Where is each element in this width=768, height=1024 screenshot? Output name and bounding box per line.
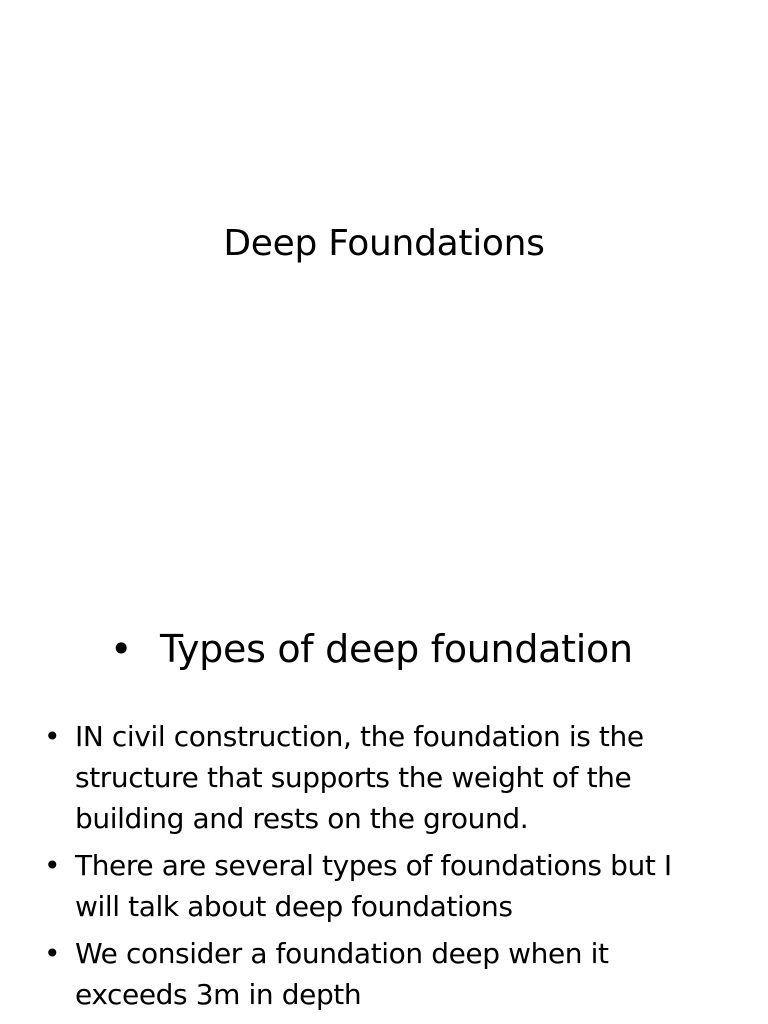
heading-bullet: • <box>110 627 133 671</box>
content-slide <box>0 576 768 1024</box>
list-item-text: We consider a foundation deep when it exceeds 3m in depth <box>75 937 609 1011</box>
list-item <box>44 933 704 1015</box>
list-item-text: IN civil construction, the foundation is the structure that supports the weight of the building and rests on the ground. <box>75 720 644 835</box>
bullet-list <box>44 716 704 1021</box>
bullet-dot: • <box>44 720 61 753</box>
bullet-dot: • <box>44 849 61 882</box>
slide-title: Deep Foundations <box>223 223 545 264</box>
slide-heading <box>110 624 633 674</box>
list-item-text: There are several types of foundations but I will talk about deep foundations <box>75 849 672 923</box>
list-item <box>44 845 704 927</box>
list-item <box>44 716 704 839</box>
slide-heading-text: Types of deep foundation <box>160 627 633 671</box>
bullet-dot: • <box>44 937 61 970</box>
